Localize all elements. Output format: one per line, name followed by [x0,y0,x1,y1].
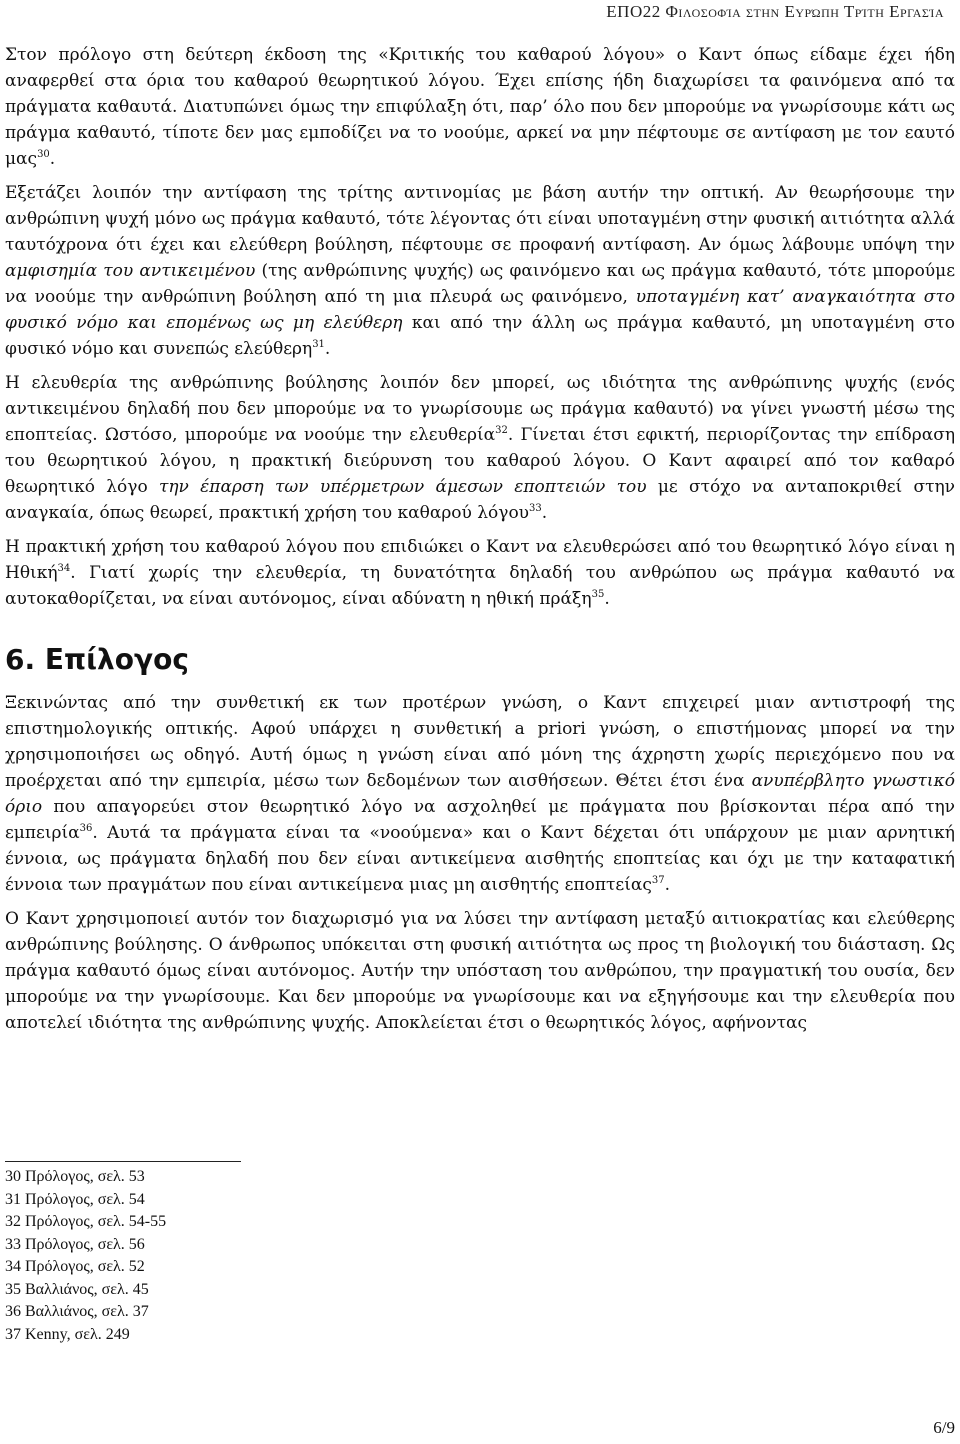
paragraph [5,534,955,612]
text-run: . [541,503,548,523]
epilogue-paragraphs [5,690,955,1036]
footnote-item: 34 Πρόλογος, σελ. 52 [5,1258,145,1275]
footnote-ref: 33 [529,503,542,514]
text-run: . Αυτά τα πράγματα είναι τα «νοούμενα» και ο Καντ δέχεται ότι υπάρχουν με μιαν αρνητική έννοια, ως πράγματα δηλαδή που δεν είναι αντικείμενα αισθητής εποπτείας και όχι με την καταφατική έννοια των πραγμάτων που είναι αντικείμενα μιας μη αισθητής εποπτείας [5,823,955,895]
emphasis-text: ανυπέρβλητο γνωστικό όριο [5,771,955,817]
footnote-ref: 35 [591,589,605,600]
footnote-ref: 36 [79,823,93,834]
text-run: . [324,339,331,359]
footnote-ref: 32 [495,425,508,436]
footnote-ref: 37 [651,875,665,886]
footnote-item: 37 Kenny, σελ. 249 [5,1325,130,1343]
text-run: Στον πρόλογο στη δεύτερη έκδοση της «Κριτικής του καθαρού λόγου» ο Καντ όπως είδαμε έχει ήδη αναφερθεί στα όρια του καθαρού θεωρητικού λόγου. Έχει επίσης ήδη διαχωρίσει τα φαινόμενα από τα πράγματα καθαυτά. Διατυπώνει όμως την επιφύλαξη ότι, παρ’ όλο που δεν μπορούμε να γνωρίσουμε κάτι ως πράγμα καθαυτό, τίποτε δεν μας εμποδίζει να το νοούμε, αρκεί να μην πέφτουμε σε αντίφαση με τον εαυτό μας [5,45,955,169]
page-number: 6/9 [933,1418,955,1437]
text-run: με στόχο να ανταποκριθεί στην αναγκαία, όπως θεωρεί, πρακτική χρήση του καθαρού λόγου [5,477,955,523]
emphasis-text: αμφισημία του αντικειμένου [5,261,256,281]
text-run: . [49,149,56,169]
footnote-item: 31 Πρόλογος, σελ. 54 [5,1190,145,1208]
running-header: ΕΠΟ22 Φιλοσοφία στην Ευρώπη Τρίτη Εργασία [606,2,944,21]
text-run: (της ανθρώπινης ψυχής) ως φαινόμενο και ως πράγμα καθαυτό, τότε μπορούμε να νοούμε την ανθρώπινη βούληση από τη μια πλευρά ως φαινόμενο, [5,261,955,307]
paragraph [5,906,955,1036]
footnote-separator [5,1161,241,1162]
document-body [5,42,955,1044]
text-run: . [664,875,671,895]
paragraph [5,690,955,898]
text-run: Ο Καντ χρησιμοποιεί αυτόν τον διαχωρισμό για να λύσει την αντίφαση μεταξύ αιτιοκρατίας και ελεύθερης ανθρώπινης βούλησης. Ο άνθρωπος υπόκειται στη φυσική αιτιότητα ως προς τη βιολογική του διάσταση. Ως πράγμα καθαυτό όμως είναι αυτόνομος. Αυτήν την υπόσταση του ανθρώπου, την πραγματική του ουσία, δεν μπορούμε να την γνωρίσουμε. Και δεν μπορούμε να γνωρίσουμε και να εξηγήσουμε και την ελευθερία που αποτελεί ιδιότητα της ανθρώπινης ψυχής. Αποκλείεται έτσι ο θεωρητικός λόγος, αφήνοντας [5,909,955,1033]
text-run: . [604,589,610,609]
text-run: . Γίνεται έτσι εφικτή, περιορίζοντας την επίδραση του θεωρητικού λόγου, η πρακτική διεύρυνση του καθαρού λόγου. Ο Καντ αφαιρεί από τον καθαρό θεωρητικό λόγο [5,425,956,497]
paragraph [5,370,955,526]
main-paragraphs [5,42,955,612]
text-run: Ξεκινώντας από την συνθετική εκ των προτέρων γνώση, ο Καντ επιχειρεί μιαν αντιστροφή της επιστημολογικής οπτικής. Αφού υπάρχει η συνθετική a priori γνώση, ο επιστήμονας μπορεί να την χρησιμοποιήσει ως οδηγό. Αυτή όμως η γνώση είναι από μόνη της άχρηστη χωρίς περιεχόμενο που να προέρχεται από την εμπειρία, μέσω των δεδομένων των αισθήσεων. Θέτει έτσι ένα [5,693,955,791]
emphasis-text: την έπαρση των υπέρμετρων άμεσων εποπτειών του [158,477,647,497]
footnote-item: 32 Πρόλογος, σελ. 54-55 [5,1213,167,1230]
section-heading: 6. Επίλογος [5,643,189,676]
footnote-item: 35 Βαλλιάνος, σελ. 45 [5,1280,149,1298]
footnote-ref: 31 [312,339,325,350]
text-run: Εξετάζει λοιπόν την αντίφαση της τρίτης αντινομίας με βάση αυτήν την οπτική. Αν θεωρήσουμε την ανθρώπινη ψυχή μόνο ως πράγμα καθαυτό, τότε λέγοντας ότι είναι υποταγμένη στην φυσική αιτιότητα αλλά ταυτόχρονα ότι έχει και ελεύθερη βούληση, πέφτουμε σε προφανή αντίφαση. Αν όμως λάβουμε υπόψη την [5,183,955,255]
emphasis-text: υποταγμένη κατ’ αναγκαιότητα στο φυσικό νόμο και επομένως ως μη ελεύθερη [5,287,956,333]
paragraph [5,42,955,172]
footnote-ref: 30 [37,149,50,160]
footnote-item: 30 Πρόλογος, σελ. 53 [5,1168,145,1185]
footnotes [5,1166,166,1346]
text-run: Η ελευθερία της ανθρώπινης βούλησης λοιπόν δεν μπορεί, ως ιδιότητα της ανθρώπινης ψυχής (ενός αντικειμένου δηλαδή που δεν μπορούμε να το γνωρίσουμε ως πράγμα καθαυτό) να γίνει γνωστή μέσω της εποπτείας. Ωστόσο, μπορούμε να νοούμε την ελευθερία [5,373,955,445]
footnote-ref: 34 [57,563,71,574]
text-run: που απαγορεύει στον θεωρητικό λόγο να ασχοληθεί με πράγματα που βρίσκονται πέρα από την εμπειρία [5,797,955,843]
text-run: και από την άλλη ως πράγμα καθαυτό, μη υποταγμένη στο φυσικό νόμο και συνεπώς ελεύθερη [5,313,955,359]
text-run: . Γιατί χωρίς την ελευθερία, τη δυνατότητα δηλαδή του ανθρώπου ως πράγμα καθαυτό να αυτοκαθορίζεται, να είναι αυτόνομος, είναι αδύνατη η ηθική πράξη [5,563,955,609]
paragraph [5,180,955,362]
footnote-item: 36 Βαλλιάνος, σελ. 37 [5,1303,149,1320]
footnote-item: 33 Πρόλογος, σελ. 56 [5,1235,145,1253]
text-run: Η πρακτική χρήση του καθαρού λόγου που επιδιώκει ο Καντ να ελευθερώσει από του θεωρητικό λόγο είναι η Ηθική [5,537,955,583]
